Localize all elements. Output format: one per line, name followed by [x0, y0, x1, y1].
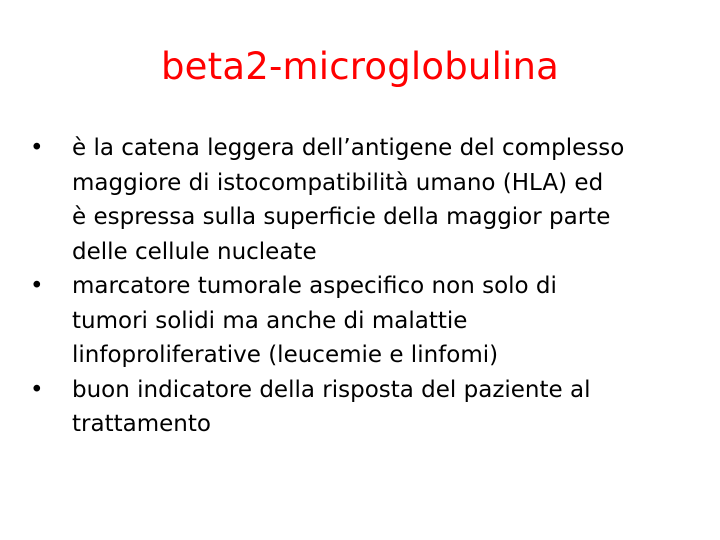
bullet-list [30, 131, 710, 442]
bullet-line: linfoproliferative (leucemie e linfomi) [72, 342, 499, 368]
bullet-line: buon indicatore della risposta del paziente al [72, 376, 591, 403]
bullet-line: maggiore di istocompatibilità umano (HLA) ed [72, 169, 604, 196]
bullet-marker: • [30, 273, 44, 299]
bullet-item [30, 269, 710, 373]
bullet-item [30, 131, 710, 269]
bullet-marker: • [30, 135, 44, 161]
slide-title: beta2-microglobulina [160, 45, 560, 88]
bullet-line: trattamento [72, 411, 211, 437]
bullet-marker: • [30, 376, 44, 403]
bullet-line: marcatore tumorale aspecifico non solo di [72, 273, 557, 299]
bullet-line: tumori solidi ma anche di malattie [72, 307, 468, 334]
bullet-line: è la catena leggera dell’antigene del complesso [72, 135, 625, 161]
bullet-line: delle cellule nucleate [72, 238, 317, 265]
bullet-item [30, 373, 710, 442]
bullet-line: è espressa sulla superficie della maggior parte [72, 204, 611, 230]
